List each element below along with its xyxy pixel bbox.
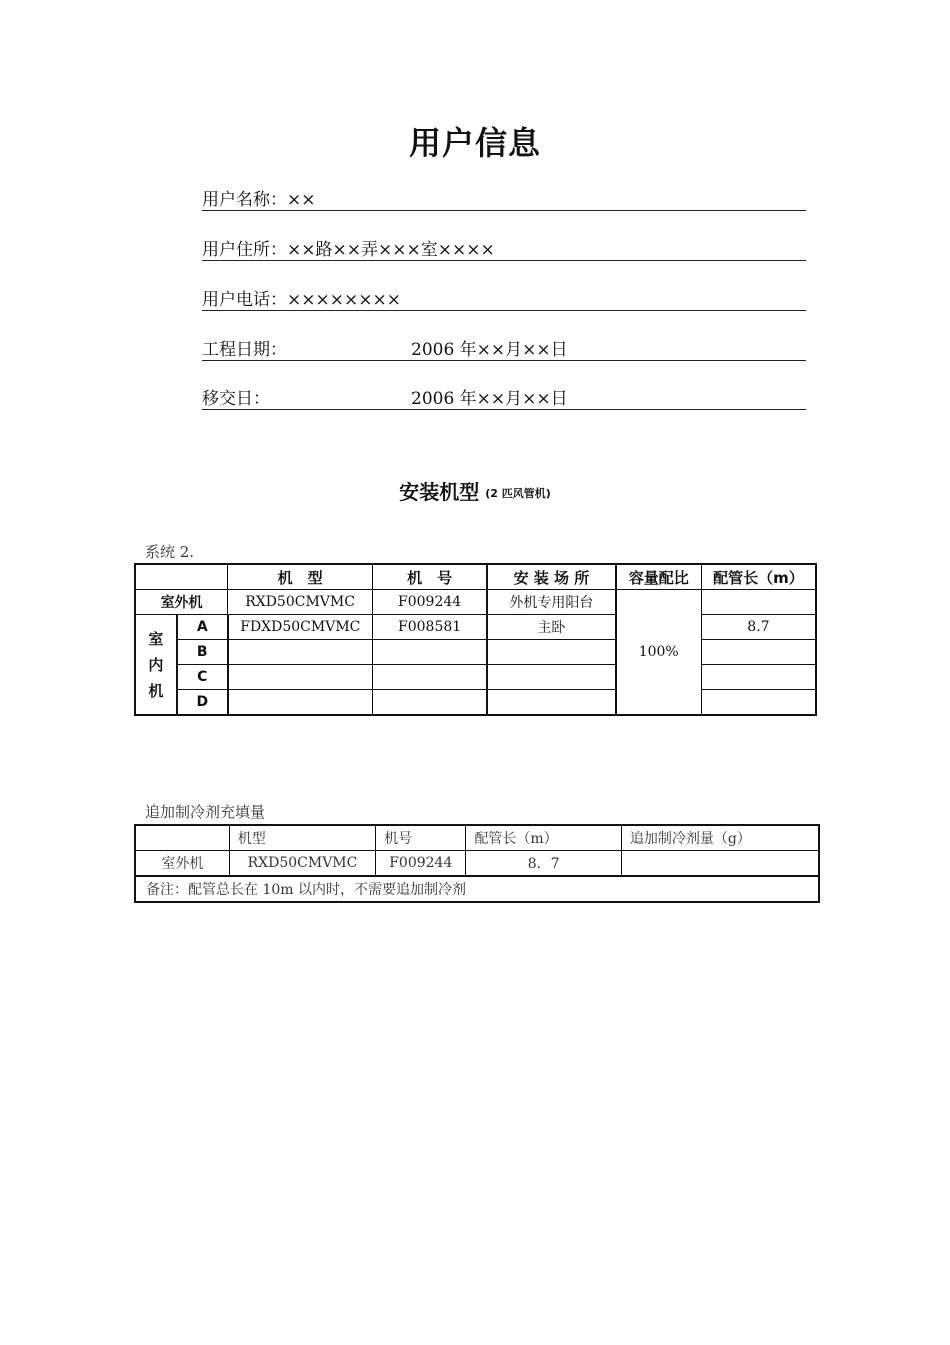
- indoor-model: [228, 665, 373, 690]
- page-title: 用户信息: [408, 124, 541, 162]
- project-date-label: 工程日期：: [202, 340, 287, 360]
- indoor-id: D: [177, 690, 228, 716]
- refrigerant-table: [134, 824, 820, 903]
- indoor-place: [487, 640, 615, 665]
- user-phone-label: 用户电话：××××××××: [202, 290, 401, 310]
- table-row: [135, 640, 816, 665]
- table-row: [135, 615, 816, 640]
- indoor-label-char: 内: [148, 655, 164, 674]
- header-number: 机 号: [373, 564, 488, 590]
- indoor-pipe: [701, 690, 816, 716]
- refrigerant-row-amount: [621, 851, 819, 877]
- outdoor-place: 外机专用阳台: [487, 590, 615, 615]
- table-header-row: [135, 825, 819, 851]
- project-date-line: [202, 340, 806, 361]
- table-row: [135, 690, 816, 716]
- header-pipe-length: 配管长（m）: [701, 564, 816, 590]
- indoor-label-char: 室: [148, 629, 164, 648]
- indoor-model: [228, 640, 373, 665]
- refrigerant-row-model: RXD50CMVMC: [229, 851, 375, 877]
- install-model-subtitle: (2 匹风管机): [485, 487, 551, 500]
- refrigerant-row-pipe: 8．7: [466, 851, 621, 877]
- refrigerant-header-number: 机号: [376, 825, 466, 851]
- indoor-place: [487, 665, 615, 690]
- project-date-value: 2006 年××月××日: [411, 340, 568, 360]
- indoor-place: [487, 690, 615, 716]
- install-model-heading: [0, 476, 950, 505]
- indoor-id: C: [177, 665, 228, 690]
- header-empty-cell: [135, 564, 228, 590]
- header-capacity: 容量配比: [616, 564, 702, 590]
- capacity-ratio: 100%: [616, 590, 702, 716]
- indoor-place: 主卧: [487, 615, 615, 640]
- refrigerant-row-number: F009244: [376, 851, 466, 877]
- handover-date-label: 移交日：: [202, 389, 270, 409]
- user-address-line: [202, 240, 806, 261]
- table-row: [135, 665, 816, 690]
- indoor-model: [228, 690, 373, 716]
- refrigerant-note: 备注：配管总长在 10m 以内时，不需要追加制冷剂: [135, 876, 819, 902]
- user-name-line: [202, 190, 806, 211]
- user-phone-line: [202, 290, 806, 311]
- indoor-number: [373, 665, 488, 690]
- outdoor-pipe: [701, 590, 816, 615]
- table-row: [135, 590, 816, 615]
- indoor-id: B: [177, 640, 228, 665]
- system-label: 系统 2.: [145, 543, 195, 561]
- table-header-row: [135, 564, 816, 590]
- header-model: 机 型: [228, 564, 373, 590]
- table-row: [135, 851, 819, 877]
- indoor-number: [373, 640, 488, 665]
- indoor-number: [373, 690, 488, 716]
- outdoor-label: 室外机: [135, 590, 228, 615]
- install-model-title: 安装机型: [399, 480, 480, 504]
- indoor-label: [135, 615, 177, 716]
- refrigerant-caption: 追加制冷剂充填量: [145, 803, 266, 821]
- outdoor-model: RXD50CMVMC: [228, 590, 373, 615]
- refrigerant-header-amount: 追加制冷剂量（g）: [621, 825, 819, 851]
- indoor-label-char: 机: [148, 681, 164, 700]
- install-table: [134, 563, 817, 716]
- refrigerant-header-model: 机型: [229, 825, 375, 851]
- header-place: 安 装 场 所: [487, 564, 615, 590]
- outdoor-number: F009244: [373, 590, 488, 615]
- refrigerant-row-label: 室外机: [135, 851, 229, 877]
- handover-date-value: 2006 年××月××日: [411, 389, 568, 409]
- user-name-label: 用户名称：××: [202, 190, 316, 210]
- refrigerant-header-pipe: 配管长（m）: [466, 825, 621, 851]
- refrigerant-header-empty: [135, 825, 229, 851]
- indoor-pipe: [701, 665, 816, 690]
- table-row: [135, 876, 819, 902]
- indoor-pipe: [701, 640, 816, 665]
- handover-date-line: [202, 389, 806, 410]
- user-address-label: 用户住所：××路××弄×××室××××: [202, 240, 495, 260]
- indoor-number: F008581: [373, 615, 488, 640]
- indoor-model: FDXD50CMVMC: [228, 615, 373, 640]
- indoor-pipe: 8.7: [701, 615, 816, 640]
- indoor-id: A: [177, 615, 228, 640]
